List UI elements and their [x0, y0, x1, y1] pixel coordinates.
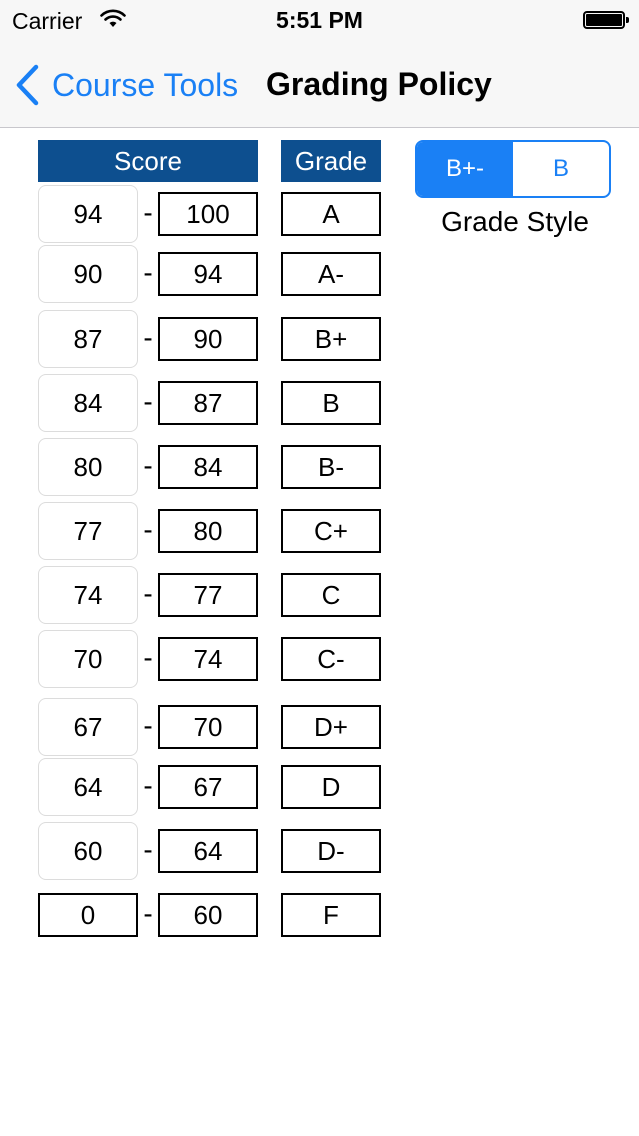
score-max-field[interactable]: 64: [158, 829, 258, 873]
score-column-header: Score: [38, 140, 258, 182]
score-min-field[interactable]: 70: [38, 630, 138, 688]
score-max-field[interactable]: 67: [158, 765, 258, 809]
score-max-field[interactable]: 100: [158, 192, 258, 236]
grade-letter-field[interactable]: A-: [281, 252, 381, 296]
score-max-field[interactable]: 87: [158, 381, 258, 425]
range-separator: -: [143, 578, 153, 609]
grade-letter-field[interactable]: C: [281, 573, 381, 617]
chevron-left-icon: [14, 64, 40, 106]
score-max-field[interactable]: 74: [158, 637, 258, 681]
score-min-field[interactable]: 67: [38, 698, 138, 756]
score-min-field[interactable]: 80: [38, 438, 138, 496]
score-max-field[interactable]: 94: [158, 252, 258, 296]
range-separator: -: [143, 450, 153, 481]
score-max-field[interactable]: 77: [158, 573, 258, 617]
score-max-field[interactable]: 70: [158, 705, 258, 749]
grade-style-option-letter[interactable]: B: [552, 155, 569, 182]
range-separator: -: [143, 322, 153, 353]
range-separator: -: [143, 197, 153, 228]
score-max-field[interactable]: 80: [158, 509, 258, 553]
score-min-field[interactable]: 90: [38, 245, 138, 303]
grade-letter-field[interactable]: C-: [281, 637, 381, 681]
grade-column-header: Grade: [281, 140, 381, 182]
range-separator: -: [143, 642, 153, 673]
range-separator: -: [143, 898, 153, 929]
score-min-field[interactable]: 64: [38, 758, 138, 816]
range-separator: -: [143, 834, 153, 865]
grade-letter-field[interactable]: D-: [281, 829, 381, 873]
grade-letter-field[interactable]: B+: [281, 317, 381, 361]
score-min-field[interactable]: 74: [38, 566, 138, 624]
grade-letter-field[interactable]: B-: [281, 445, 381, 489]
score-min-field[interactable]: 84: [38, 374, 138, 432]
score-min-field[interactable]: 87: [38, 310, 138, 368]
grade-style-option-plus-minus[interactable]: B+-: [417, 142, 513, 196]
page-title: Grading Policy: [266, 66, 492, 102]
score-max-field[interactable]: 84: [158, 445, 258, 489]
grade-style-segmented-control: [415, 140, 611, 198]
range-separator: -: [143, 770, 153, 801]
grade-letter-field[interactable]: F: [281, 893, 381, 937]
back-button[interactable]: [14, 64, 238, 106]
grade-letter-field[interactable]: B: [281, 381, 381, 425]
range-separator: -: [143, 257, 153, 288]
navigation-bar: [0, 40, 639, 128]
score-min-field[interactable]: 0: [38, 893, 138, 937]
range-separator: -: [143, 514, 153, 545]
score-min-field[interactable]: 77: [38, 502, 138, 560]
score-min-field[interactable]: 94: [38, 185, 138, 243]
score-min-field[interactable]: 60: [38, 822, 138, 880]
score-max-field[interactable]: 90: [158, 317, 258, 361]
score-max-field[interactable]: 60: [158, 893, 258, 937]
grade-style-label: Grade Style: [441, 206, 589, 237]
carrier-label: Carrier: [12, 8, 83, 34]
grade-letter-field[interactable]: C+: [281, 509, 381, 553]
grade-letter-field[interactable]: D+: [281, 705, 381, 749]
battery-icon: [583, 11, 625, 29]
grade-letter-field[interactable]: D: [281, 765, 381, 809]
status-bar: [0, 0, 639, 40]
back-button-label: Course Tools: [52, 66, 239, 103]
range-separator: -: [143, 710, 153, 741]
range-separator: -: [143, 386, 153, 417]
grade-letter-field[interactable]: A: [281, 192, 381, 236]
status-time: 5:51 PM: [276, 7, 363, 33]
